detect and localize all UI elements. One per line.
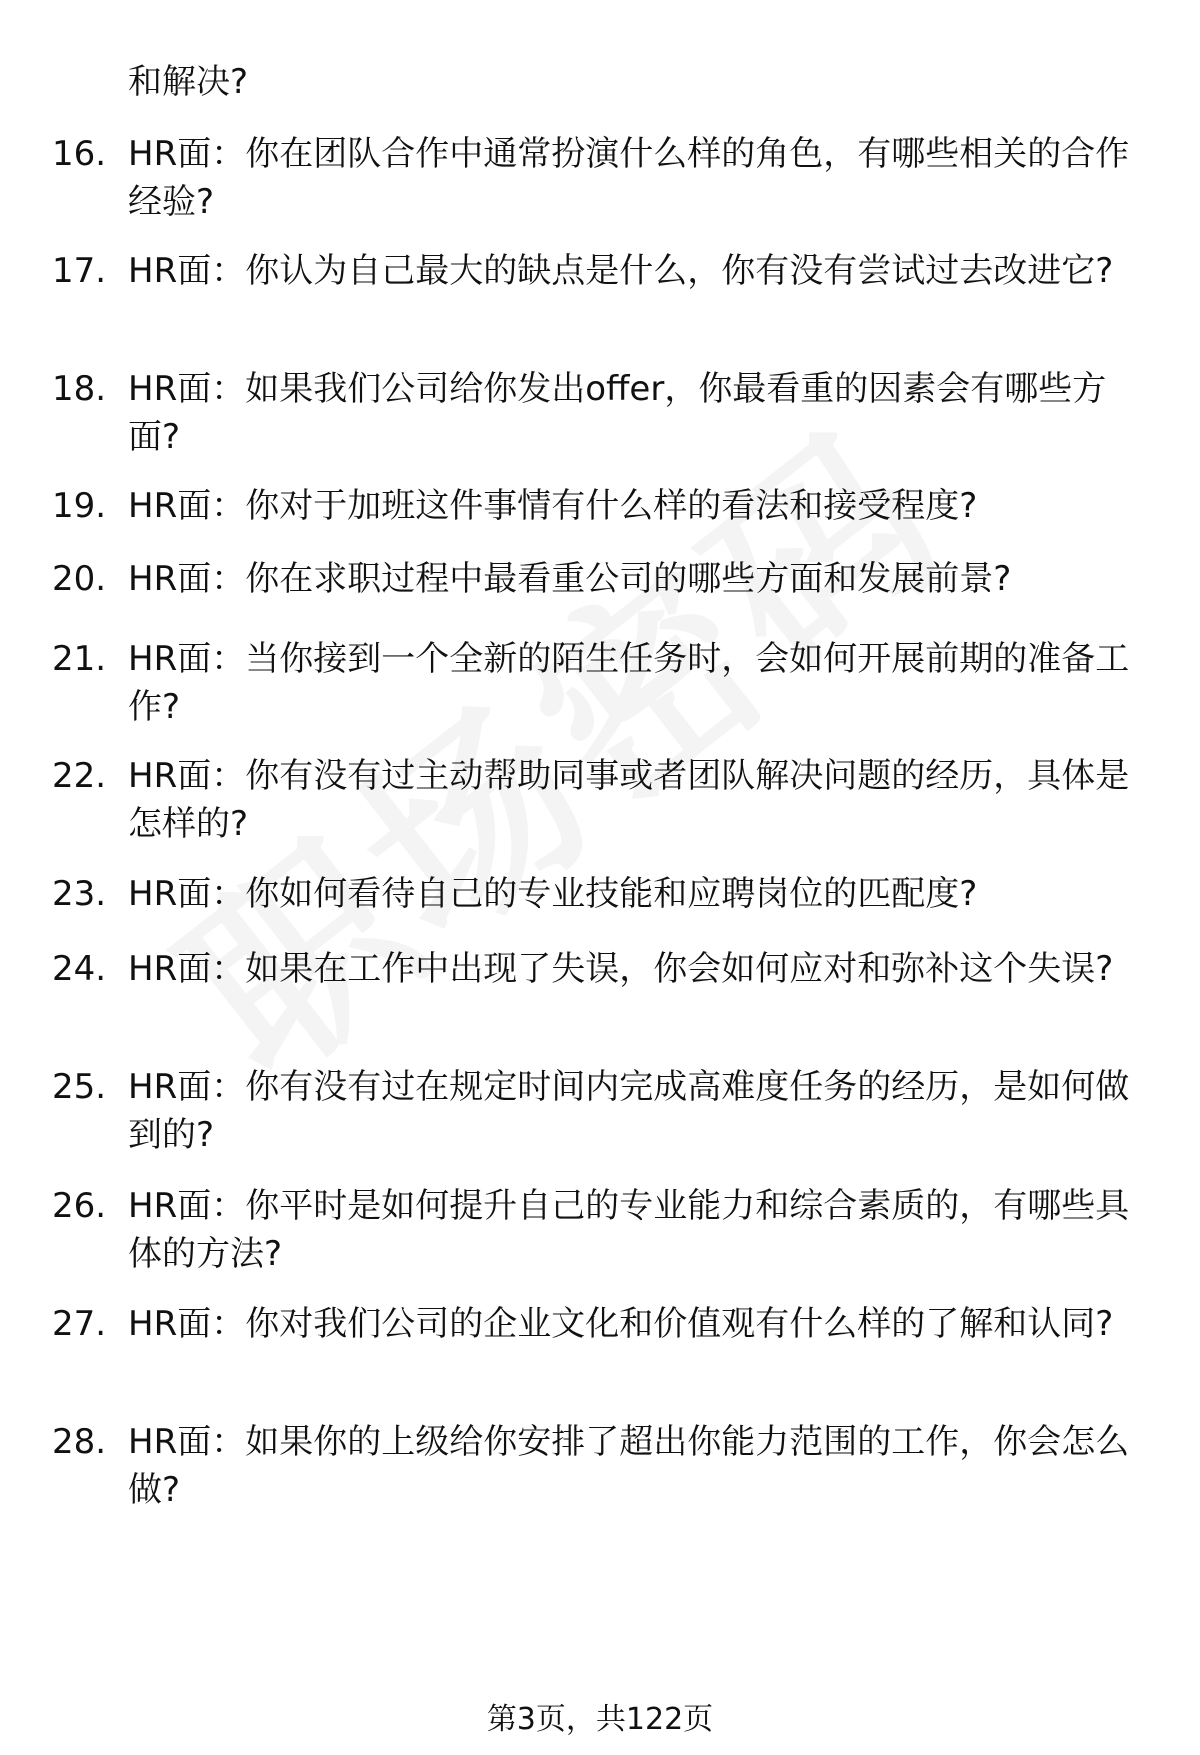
question-number: 27.	[52, 1304, 107, 1344]
question-number: 22.	[52, 756, 107, 796]
question-number: 17.	[52, 251, 107, 291]
question-text: HR面：你对我们公司的企业文化和价值观有什么样的了解和认同?	[128, 1304, 1114, 1344]
question-text: HR面：如果你的上级给你安排了超出你能力范围的工作，你会怎么做?	[128, 1422, 1130, 1510]
question-number: 26.	[52, 1186, 107, 1226]
question-text: HR面：你在求职过程中最看重公司的哪些方面和发展前景?	[128, 559, 1012, 599]
question-text: HR面：你有没有过在规定时间内完成高难度任务的经历，是如何做到的?	[128, 1067, 1130, 1155]
question-text: HR面：当你接到一个全新的陌生任务时，会如何开展前期的准备工作?	[128, 639, 1130, 727]
question-text: HR面：你对于加班这件事情有什么样的看法和接受程度?	[128, 486, 978, 526]
question-number: 28.	[52, 1422, 107, 1462]
question-number: 16.	[52, 134, 107, 174]
question-text: HR面：你有没有过主动帮助同事或者团队解决问题的经历，具体是怎样的?	[128, 756, 1130, 844]
continuation-text: 和解决?	[128, 62, 249, 102]
question-number: 19.	[52, 486, 107, 526]
page-footer: 第3页，共122页	[486, 1702, 714, 1737]
question-number: 23.	[52, 874, 107, 914]
question-text: HR面：你认为自己最大的缺点是什么，你有没有尝试过去改进它?	[128, 251, 1114, 291]
question-text: HR面：你在团队合作中通常扮演什么样的角色，有哪些相关的合作经验?	[128, 134, 1130, 222]
question-number: 25.	[52, 1067, 107, 1107]
question-text: HR面：如果在工作中出现了失误，你会如何应对和弥补这个失误?	[128, 949, 1114, 989]
question-text: HR面：如果我们公司给你发出offer，你最看重的因素会有哪些方面?	[128, 369, 1107, 457]
question-text: HR面：你平时是如何提升自己的专业能力和综合素质的，有哪些具体的方法?	[128, 1186, 1130, 1274]
question-text: HR面：你如何看待自己的专业技能和应聘岗位的匹配度?	[128, 874, 978, 914]
question-number: 18.	[52, 369, 107, 409]
question-number: 24.	[52, 949, 107, 989]
question-number: 20.	[52, 559, 107, 599]
question-number: 21.	[52, 639, 107, 679]
